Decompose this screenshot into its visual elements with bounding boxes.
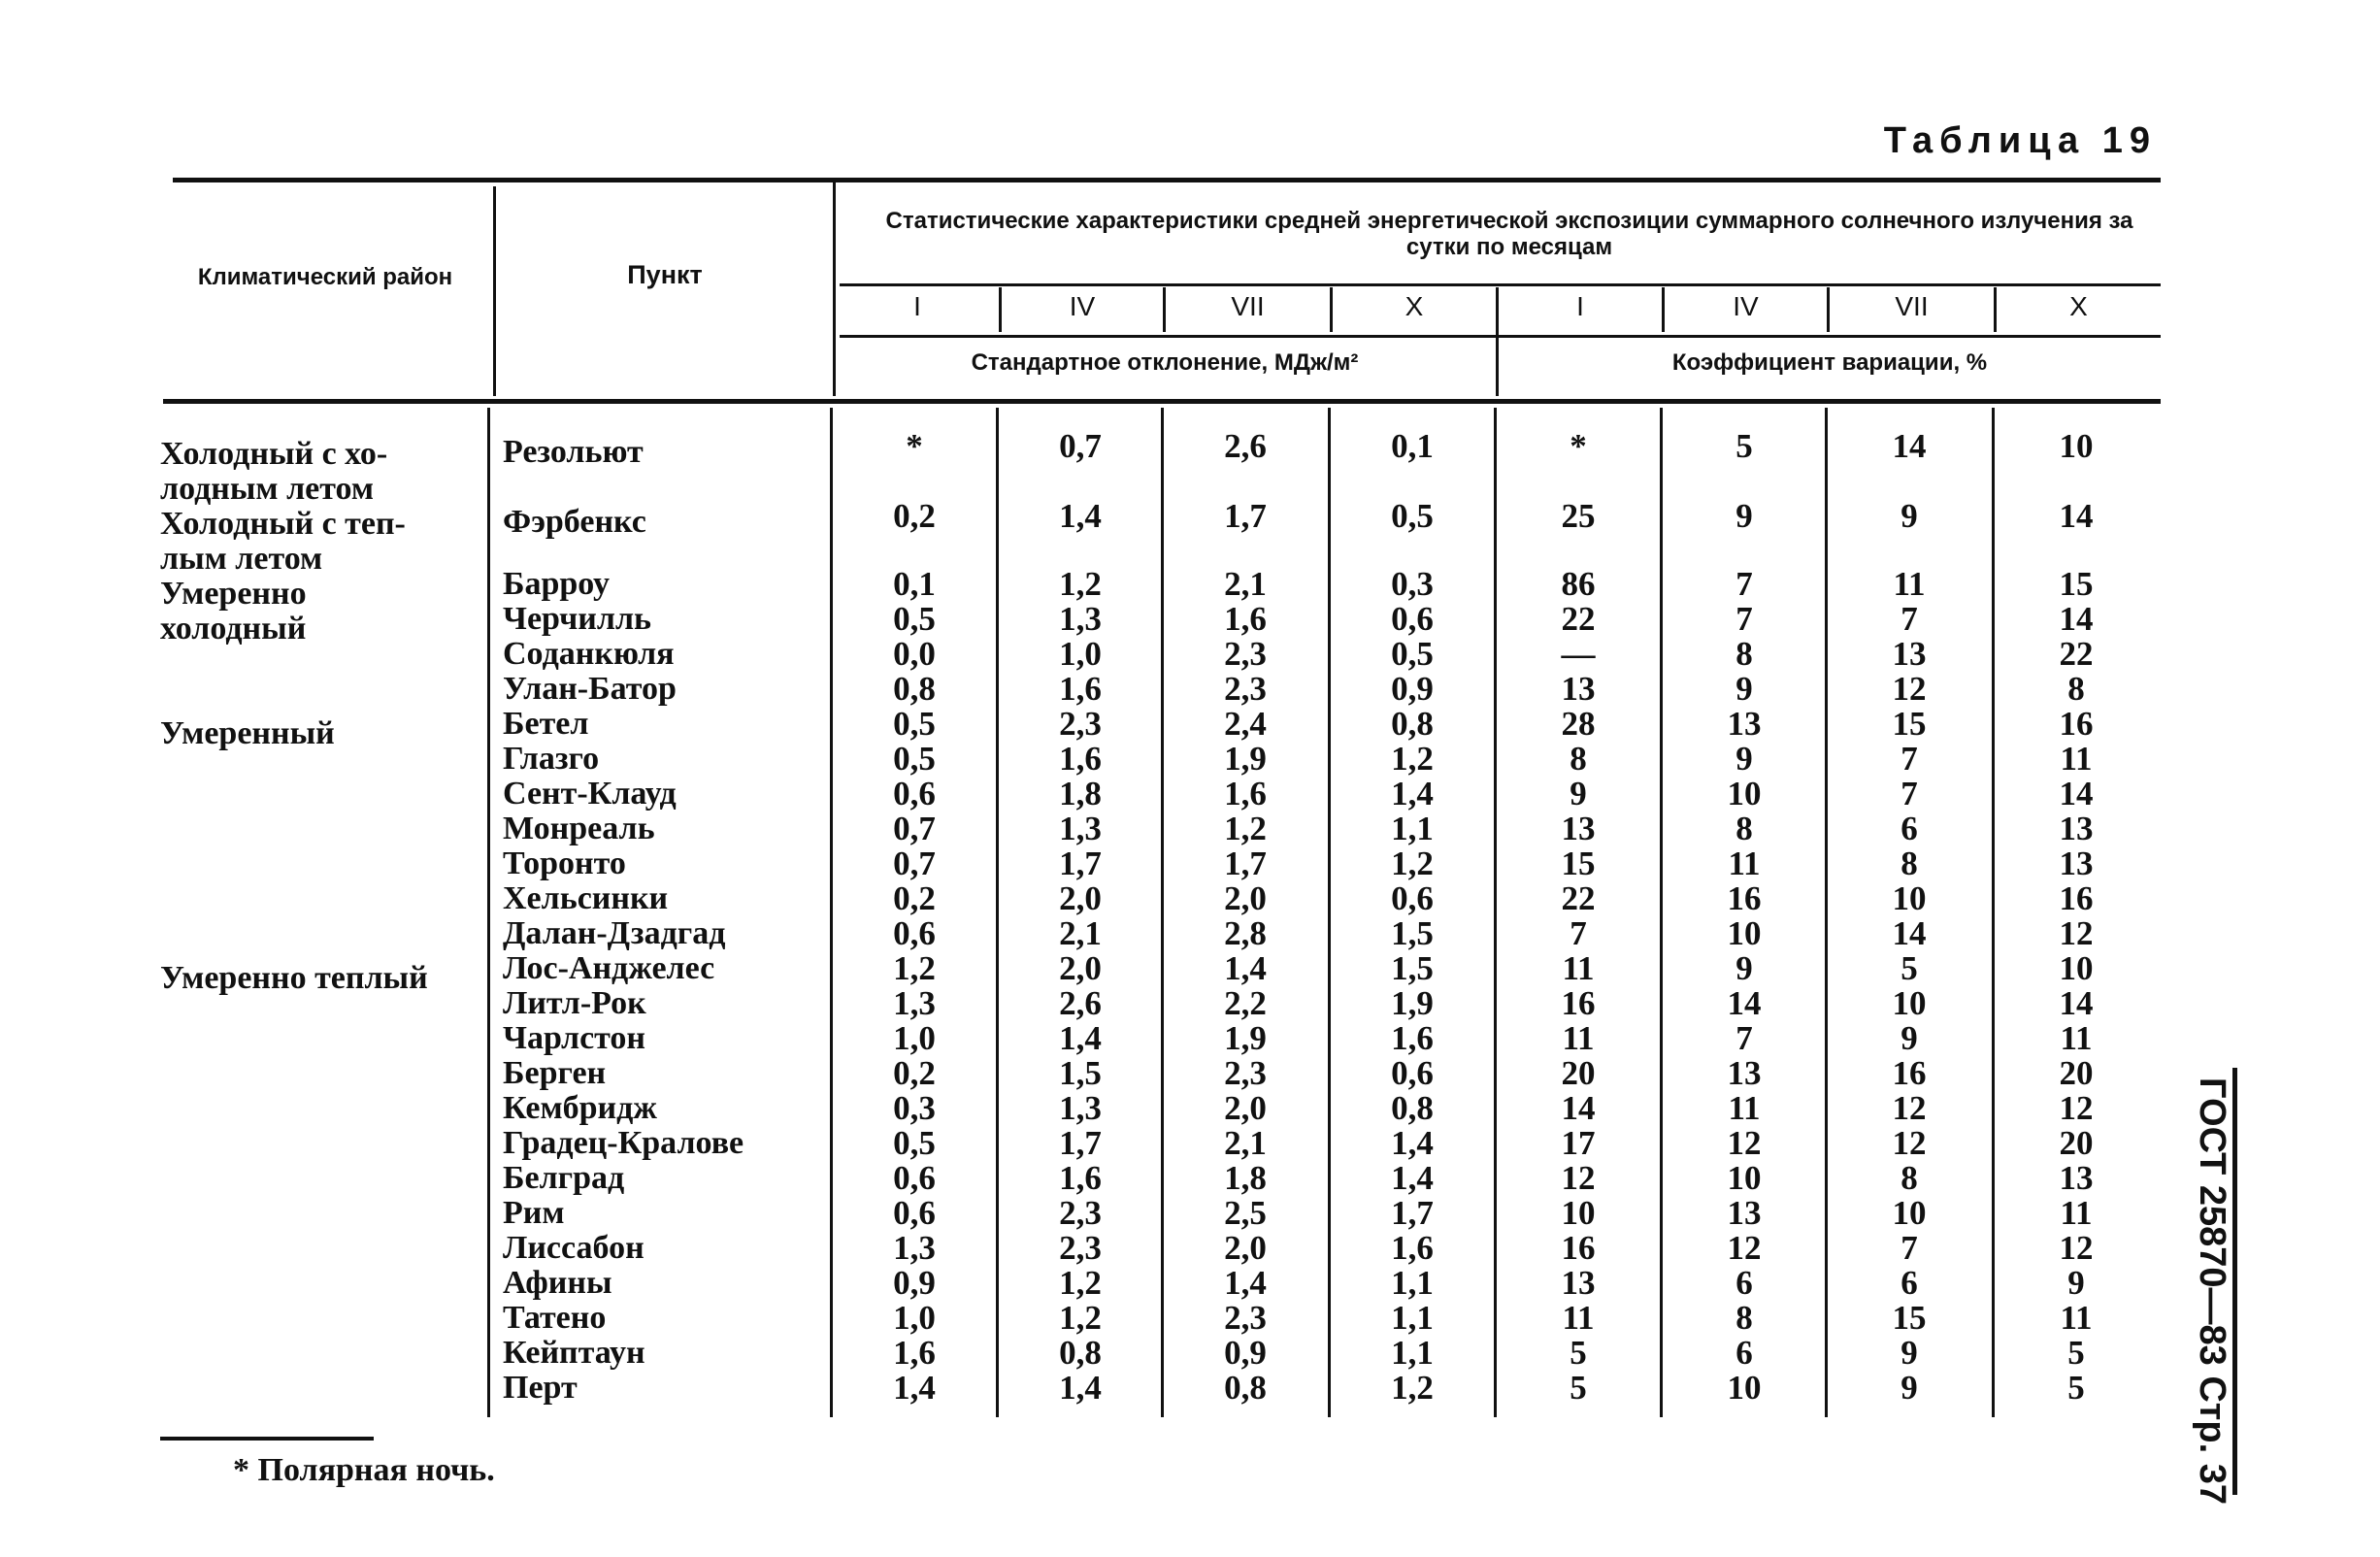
row-value: 0,5 <box>1391 635 1434 673</box>
row-value: 1,3 <box>1059 1089 1102 1127</box>
row-place: Перт <box>503 1370 578 1406</box>
header-variation: Коэффициент вариации, % <box>1671 349 1988 376</box>
row-value: 1,5 <box>1391 914 1434 952</box>
row-place: Кейптаун <box>503 1335 645 1371</box>
row-value: 2,3 <box>1059 1229 1102 1267</box>
region-label: Умеренно холодный <box>160 576 307 646</box>
row-place: Соданкюля <box>503 636 675 672</box>
row-value: 14 <box>2059 775 2094 812</box>
row-value: 1,9 <box>1224 1019 1267 1057</box>
row-value: 2,0 <box>1224 879 1267 917</box>
row-value: 1,6 <box>1059 740 1102 778</box>
row-value: 1,0 <box>893 1299 936 1337</box>
row-value: 11 <box>2060 1299 2093 1337</box>
row-value: 11 <box>1562 949 1595 987</box>
region-label: Холодный с хо-лодным летом <box>160 436 388 507</box>
row-value: 0,5 <box>893 1124 936 1162</box>
row-value: 11 <box>2060 1019 2093 1057</box>
row-value: 2,5 <box>1224 1194 1267 1232</box>
row-value: 0,2 <box>893 879 936 917</box>
row-value: 0,6 <box>1391 1054 1434 1092</box>
row-value: 1,4 <box>1391 775 1434 812</box>
row-value: 14 <box>2059 497 2094 535</box>
region-label: Холодный с теп-лым летом <box>160 506 406 577</box>
row-value: 16 <box>2059 705 2094 743</box>
row-value: 1,2 <box>1059 1299 1102 1337</box>
row-value: 1,4 <box>1224 1264 1267 1302</box>
row-value: 1,1 <box>1391 810 1434 847</box>
row-value: 12 <box>2059 914 2094 952</box>
row-place: Татено <box>503 1300 607 1336</box>
row-value: 12 <box>1561 1159 1596 1197</box>
row-place: Улан-Батор <box>503 671 677 707</box>
row-value: 14 <box>1561 1089 1596 1127</box>
row-value: 0,3 <box>893 1089 936 1127</box>
table-row <box>0 1336 2232 1371</box>
table-row <box>0 1126 2232 1161</box>
row-value: 0,6 <box>893 1194 936 1232</box>
row-value: 10 <box>1892 879 1927 917</box>
row-value: 16 <box>1561 984 1596 1022</box>
month-label: X <box>1405 291 1424 321</box>
row-value: 16 <box>1561 1229 1596 1267</box>
row-value: 14 <box>2059 600 2094 638</box>
row-value: 1,2 <box>1391 1369 1434 1407</box>
row-value: * <box>906 427 923 465</box>
row-value: 1,3 <box>1059 600 1102 638</box>
row-value: 16 <box>2059 879 2094 917</box>
row-value: 2,0 <box>1224 1229 1267 1267</box>
row-value: 7 <box>1735 600 1753 638</box>
row-value: 0,1 <box>893 565 936 603</box>
row-place: Черчилль <box>503 601 651 637</box>
row-value: 14 <box>1727 984 1762 1022</box>
row-value: 9 <box>1901 497 1918 535</box>
row-value: 13 <box>1727 1054 1762 1092</box>
row-value: 14 <box>1892 427 1927 465</box>
row-value: — <box>1561 635 1596 673</box>
row-value: 0,0 <box>893 635 936 673</box>
row-value: 1,7 <box>1059 1124 1102 1162</box>
row-value: 9 <box>1570 775 1587 812</box>
row-value: 13 <box>1727 705 1762 743</box>
row-value: 0,2 <box>893 1054 936 1092</box>
row-place: Лос-Анджелес <box>503 950 715 986</box>
row-value: 13 <box>2059 1159 2094 1197</box>
row-value: 1,6 <box>1224 600 1267 638</box>
row-value: 28 <box>1561 705 1596 743</box>
row-value: 1,5 <box>1391 949 1434 987</box>
table-row <box>0 812 2232 846</box>
row-value: 5 <box>1570 1334 1587 1372</box>
row-value: 7 <box>1901 740 1918 778</box>
row-value: 10 <box>2059 427 2094 465</box>
row-value: 0,9 <box>1224 1334 1267 1372</box>
month-label: VII <box>1231 291 1265 321</box>
row-value: 1,1 <box>1391 1264 1434 1302</box>
row-value: 1,2 <box>1391 845 1434 882</box>
month-label: IV <box>1069 291 1096 321</box>
side-rule <box>2232 1068 2237 1495</box>
row-value: 2,1 <box>1224 1124 1267 1162</box>
row-value: 8 <box>1735 810 1753 847</box>
row-place: Глазго <box>503 741 600 777</box>
row-value: * <box>1570 427 1587 465</box>
row-value: 0,8 <box>893 670 936 708</box>
row-value: 6 <box>1901 810 1918 847</box>
row-place: Афины <box>503 1265 612 1301</box>
row-value: 1,9 <box>1391 984 1434 1022</box>
row-value: 7 <box>1901 775 1918 812</box>
row-value: 6 <box>1901 1264 1918 1302</box>
row-value: 1,6 <box>1224 775 1267 812</box>
row-value: 0,9 <box>1391 670 1434 708</box>
row-value: 12 <box>2059 1089 2094 1127</box>
row-value: 9 <box>1901 1019 1918 1057</box>
row-value: 2,4 <box>1224 705 1267 743</box>
row-value: 86 <box>1561 565 1596 603</box>
row-place: Барроу <box>503 566 611 602</box>
row-value: 12 <box>1892 1089 1927 1127</box>
row-value: 9 <box>1901 1334 1918 1372</box>
row-value: 1,7 <box>1224 497 1267 535</box>
row-value: 0,1 <box>1391 427 1434 465</box>
row-value: 5 <box>1570 1369 1587 1407</box>
row-value: 5 <box>2067 1334 2085 1372</box>
row-value: 20 <box>1561 1054 1596 1092</box>
row-value: 1,2 <box>1059 565 1102 603</box>
header-divider <box>833 181 836 396</box>
row-place: Белград <box>503 1160 625 1196</box>
row-value: 8 <box>1901 845 1918 882</box>
row-value: 1,8 <box>1224 1159 1267 1197</box>
row-value: 12 <box>1727 1229 1762 1267</box>
row-value: 16 <box>1892 1054 1927 1092</box>
table-row <box>0 1301 2232 1336</box>
row-value: 2,1 <box>1059 914 1102 952</box>
row-value: 0,8 <box>1059 1334 1102 1372</box>
row-value: 11 <box>1728 845 1761 882</box>
row-value: 1,3 <box>893 1229 936 1267</box>
row-value: 2,0 <box>1059 949 1102 987</box>
row-place: Литл-Рок <box>503 985 646 1021</box>
region-label: Умеренно теплый <box>160 960 428 996</box>
row-value: 0,6 <box>893 914 936 952</box>
row-value: 1,4 <box>1059 1369 1102 1407</box>
row-value: 1,4 <box>1059 497 1102 535</box>
row-place: Лиссабон <box>503 1230 645 1266</box>
row-value: 2,3 <box>1224 635 1267 673</box>
row-value: 12 <box>2059 1229 2094 1267</box>
row-place: Сент-Клауд <box>503 776 677 812</box>
table-row <box>0 777 2232 812</box>
row-value: 0,6 <box>893 1159 936 1197</box>
row-value: 11 <box>2060 740 2093 778</box>
row-value: 10 <box>1727 1369 1762 1407</box>
row-value: 10 <box>2059 949 2094 987</box>
row-value: 1,4 <box>1391 1159 1434 1197</box>
row-value: 5 <box>2067 1369 2085 1407</box>
row-value: 1,6 <box>1059 1159 1102 1197</box>
table-row <box>0 672 2232 707</box>
row-value: 15 <box>1561 845 1596 882</box>
table-caption: Таблица 19 <box>1883 120 2157 161</box>
month-label: X <box>2069 291 2088 321</box>
row-value: 2,3 <box>1224 1054 1267 1092</box>
row-value: 2,6 <box>1224 427 1267 465</box>
row-value: 0,5 <box>893 600 936 638</box>
row-value: 11 <box>1562 1299 1595 1337</box>
row-value: 1,0 <box>893 1019 936 1057</box>
row-value: 0,6 <box>893 775 936 812</box>
row-value: 1,7 <box>1059 845 1102 882</box>
row-value: 5 <box>1735 427 1753 465</box>
row-value: 8 <box>1901 1159 1918 1197</box>
row-place: Чарлстон <box>503 1020 646 1056</box>
row-place: Торонто <box>503 845 626 881</box>
row-value: 0,5 <box>893 705 936 743</box>
row-value: 1,8 <box>1059 775 1102 812</box>
row-value: 22 <box>2059 635 2094 673</box>
row-value: 10 <box>1727 1159 1762 1197</box>
table-row <box>0 1196 2232 1231</box>
row-value: 1,0 <box>1059 635 1102 673</box>
months-bottom-rule <box>840 335 2161 338</box>
row-value: 9 <box>2067 1264 2085 1302</box>
row-value: 2,3 <box>1059 705 1102 743</box>
row-value: 7 <box>1735 1019 1753 1057</box>
row-value: 2,3 <box>1059 1194 1102 1232</box>
table-row <box>0 1231 2232 1266</box>
table-row <box>0 1266 2232 1301</box>
row-value: 13 <box>2059 810 2094 847</box>
row-value: 11 <box>2060 1194 2093 1232</box>
row-value: 1,2 <box>1391 740 1434 778</box>
row-value: 9 <box>1735 740 1753 778</box>
row-value: 10 <box>1727 775 1762 812</box>
row-value: 8 <box>1570 740 1587 778</box>
table-row <box>0 1021 2232 1056</box>
footnote-rule <box>160 1437 374 1441</box>
row-value: 12 <box>1892 670 1927 708</box>
row-value: 1,4 <box>893 1369 936 1407</box>
row-value: 12 <box>1727 1124 1762 1162</box>
row-value: 20 <box>2059 1054 2094 1092</box>
row-value: 11 <box>1893 565 1926 603</box>
row-value: 1,7 <box>1391 1194 1434 1232</box>
row-place: Далан-Дзадгад <box>503 915 726 951</box>
row-value: 1,6 <box>1391 1229 1434 1267</box>
row-value: 15 <box>1892 705 1927 743</box>
row-value: 22 <box>1561 600 1596 638</box>
row-value: 11 <box>1728 1089 1761 1127</box>
row-value: 0,9 <box>893 1264 936 1302</box>
row-value: 2,3 <box>1224 670 1267 708</box>
month-label: VII <box>1895 291 1929 321</box>
row-value: 15 <box>2059 565 2094 603</box>
row-value: 0,7 <box>893 845 936 882</box>
row-value: 1,2 <box>893 949 936 987</box>
table-row <box>0 1091 2232 1126</box>
header-divider <box>493 186 496 396</box>
row-value: 12 <box>1892 1124 1927 1162</box>
row-value: 8 <box>2067 670 2085 708</box>
row-value: 13 <box>1561 810 1596 847</box>
row-value: 0,8 <box>1391 1089 1434 1127</box>
row-place: Градец-Кралове <box>503 1125 744 1161</box>
row-value: 13 <box>1561 670 1596 708</box>
months-top-rule <box>840 283 2161 286</box>
row-place: Резольют <box>503 434 644 470</box>
table-row <box>0 916 2232 951</box>
row-value: 0,3 <box>1391 565 1434 603</box>
header-point: Пункт <box>627 260 703 289</box>
row-value: 13 <box>1561 1264 1596 1302</box>
row-value: 0,8 <box>1224 1369 1267 1407</box>
row-value: 0,7 <box>1059 427 1102 465</box>
row-value: 2,3 <box>1224 1299 1267 1337</box>
row-value: 1,6 <box>1391 1019 1434 1057</box>
row-value: 7 <box>1570 914 1587 952</box>
row-value: 0,7 <box>893 810 936 847</box>
row-place: Рим <box>503 1195 565 1231</box>
row-value: 1,4 <box>1224 949 1267 987</box>
table-row <box>0 1056 2232 1091</box>
row-value: 0,6 <box>1391 879 1434 917</box>
row-value: 1,2 <box>1059 1264 1102 1302</box>
row-value: 10 <box>1892 984 1927 1022</box>
row-value: 14 <box>2059 984 2094 1022</box>
row-value: 2,0 <box>1224 1089 1267 1127</box>
table-row <box>0 846 2232 881</box>
row-value: 6 <box>1735 1334 1753 1372</box>
row-value: 2,6 <box>1059 984 1102 1022</box>
table-row <box>0 1161 2232 1196</box>
row-value: 0,5 <box>1391 497 1434 535</box>
row-value: 2,0 <box>1059 879 1102 917</box>
row-value: 8 <box>1735 635 1753 673</box>
row-value: 0,2 <box>893 497 936 535</box>
row-value: 17 <box>1561 1124 1596 1162</box>
row-value: 7 <box>1901 1229 1918 1267</box>
row-place: Фэрбенкс <box>503 504 646 540</box>
row-value: 2,8 <box>1224 914 1267 952</box>
row-value: 9 <box>1735 949 1753 987</box>
row-value: 1,4 <box>1391 1124 1434 1162</box>
row-value: 7 <box>1735 565 1753 603</box>
row-value: 0,5 <box>893 740 936 778</box>
row-value: 1,7 <box>1224 845 1267 882</box>
row-value: 7 <box>1901 600 1918 638</box>
row-place: Бетел <box>503 706 589 742</box>
row-value: 2,1 <box>1224 565 1267 603</box>
row-value: 5 <box>1901 949 1918 987</box>
row-value: 9 <box>1901 1369 1918 1407</box>
month-label: I <box>1576 291 1584 321</box>
row-place: Берген <box>503 1055 607 1091</box>
row-value: 1,3 <box>893 984 936 1022</box>
row-value: 15 <box>1892 1299 1927 1337</box>
row-value: 10 <box>1561 1194 1596 1232</box>
footnote: * Полярная ночь. <box>233 1452 495 1488</box>
table-row <box>0 881 2232 916</box>
row-value: 1,3 <box>1059 810 1102 847</box>
row-place: Монреаль <box>503 811 655 846</box>
row-value: 8 <box>1735 1299 1753 1337</box>
row-value: 1,6 <box>1059 670 1102 708</box>
row-value: 16 <box>1727 879 1762 917</box>
row-value: 1,1 <box>1391 1334 1434 1372</box>
row-value: 13 <box>1892 635 1927 673</box>
row-value: 0,8 <box>1391 705 1434 743</box>
month-label: I <box>913 291 921 321</box>
row-value: 1,4 <box>1059 1019 1102 1057</box>
region-label: Умеренный <box>160 715 335 751</box>
row-value: 14 <box>1892 914 1927 952</box>
row-value: 25 <box>1561 497 1596 535</box>
row-value: 6 <box>1735 1264 1753 1302</box>
row-value: 9 <box>1735 497 1753 535</box>
header-bottom-rule <box>163 399 2161 404</box>
row-value: 1,9 <box>1224 740 1267 778</box>
row-value: 11 <box>1562 1019 1595 1057</box>
header-stats: Статистические характеристики средней энергетической экспозиции суммарного солнечного излучения за сутки по месяцам <box>885 208 2133 260</box>
row-value: 1,5 <box>1059 1054 1102 1092</box>
table-row <box>0 1371 2232 1406</box>
row-value: 22 <box>1561 879 1596 917</box>
row-value: 13 <box>2059 845 2094 882</box>
month-label: IV <box>1733 291 1759 321</box>
row-value: 10 <box>1892 1194 1927 1232</box>
row-value: 13 <box>1727 1194 1762 1232</box>
row-place: Хельсинки <box>503 880 669 916</box>
header-std-dev: Стандартное отклонение, МДж/м² <box>971 349 1359 376</box>
row-place: Кембридж <box>503 1090 657 1126</box>
row-value: 1,1 <box>1391 1299 1434 1337</box>
row-value: 0,6 <box>1391 600 1434 638</box>
row-value: 10 <box>1727 914 1762 952</box>
header-region: Климатический район <box>197 264 453 290</box>
row-value: 1,6 <box>893 1334 936 1372</box>
side-reference: ГОСТ 25870—83 Стр. 37 <box>2192 1077 2232 1506</box>
row-value: 20 <box>2059 1124 2094 1162</box>
row-value: 9 <box>1735 670 1753 708</box>
row-value: 1,2 <box>1224 810 1267 847</box>
table-top-rule <box>173 178 2161 182</box>
row-value: 2,2 <box>1224 984 1267 1022</box>
